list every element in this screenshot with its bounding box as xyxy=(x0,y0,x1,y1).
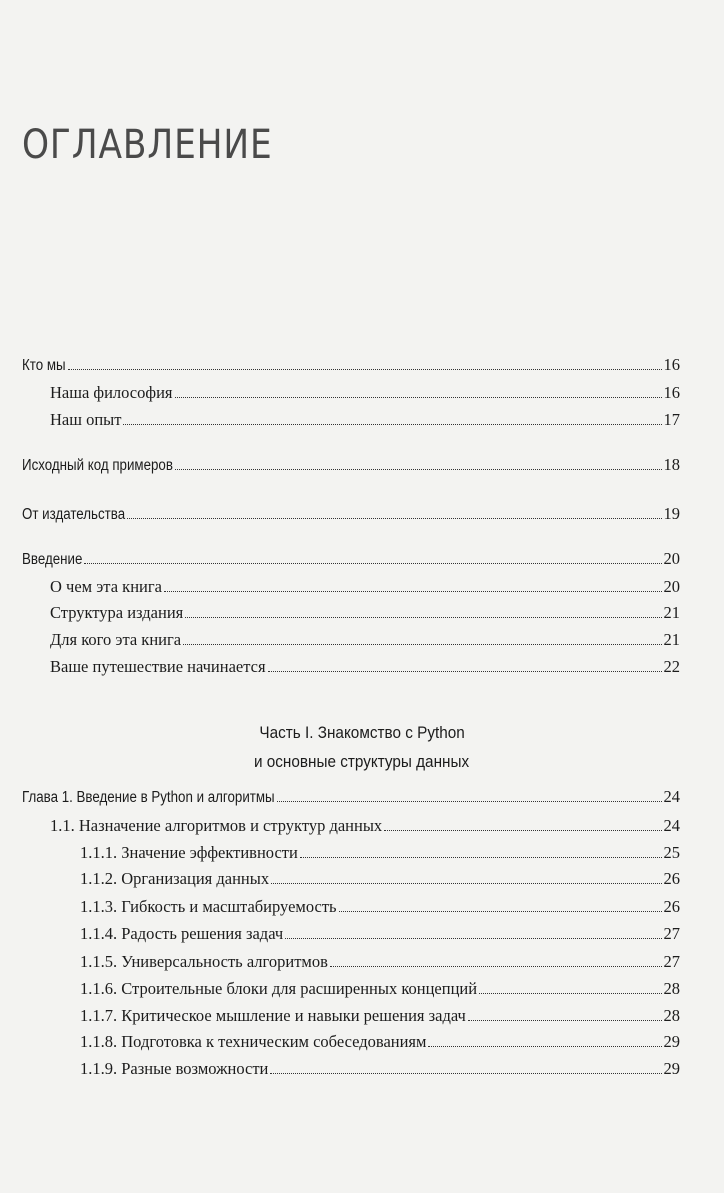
toc-entry-page: 21 xyxy=(663,603,680,622)
toc-leader-dots xyxy=(185,617,661,618)
toc-entry xyxy=(22,785,680,807)
toc-leader-dots xyxy=(270,1073,661,1074)
toc-leader-dots xyxy=(84,563,661,564)
toc-entry-label: 1.1.6. Строительные блоки для расширенных концепций xyxy=(80,979,478,998)
toc-entry-label: 1.1.8. Подготовка к техническим собеседованиям xyxy=(80,1032,427,1051)
toc-entry xyxy=(50,628,680,650)
toc-entry xyxy=(80,1030,680,1052)
toc-entry-label: 1.1.5. Универсальность алгоритмов xyxy=(80,952,328,971)
toc-entry-label: Кто мы xyxy=(22,357,66,374)
toc-entry-label: Введение xyxy=(22,551,83,568)
toc-entry xyxy=(22,453,680,475)
toc-leader-dots xyxy=(468,1020,662,1021)
toc-entry-label: Структура издания xyxy=(50,603,184,622)
toc-entry-label: О чем эта книга xyxy=(50,577,162,596)
toc-entry xyxy=(80,950,680,972)
toc-entry xyxy=(50,655,680,677)
part-heading-line2: и основные структуры данных xyxy=(254,752,470,771)
toc-entry-label: 1.1.4. Радость решения задач xyxy=(80,924,284,943)
toc-entry xyxy=(80,841,680,863)
toc-entry xyxy=(22,353,680,375)
toc-entry xyxy=(50,381,680,403)
toc-entry-label: Ваше путешествие начинается xyxy=(50,657,266,676)
toc-entry-page: 16 xyxy=(663,383,680,402)
toc-leader-dots xyxy=(479,993,661,994)
part-heading xyxy=(0,718,724,776)
toc-entry-page: 27 xyxy=(663,924,680,943)
toc-leader-dots xyxy=(277,801,662,802)
toc-leader-dots xyxy=(300,857,662,858)
toc-entry-label: Наша философия xyxy=(50,383,173,402)
toc-entry-page: 28 xyxy=(663,1006,680,1025)
toc-leader-dots xyxy=(268,671,662,672)
toc-leader-dots xyxy=(68,369,662,370)
toc-leader-dots xyxy=(127,518,661,519)
toc-entry-label: 1.1.1. Значение эффективности xyxy=(80,843,298,862)
toc-entry xyxy=(50,601,680,623)
toc-entry-page: 18 xyxy=(663,455,680,474)
toc-leader-dots xyxy=(271,883,661,884)
toc-entry-label: От издательства xyxy=(22,506,126,523)
toc-entry xyxy=(80,977,680,999)
toc-entry-label: Наш опыт xyxy=(50,410,122,429)
toc-entry-label: Для кого эта книга xyxy=(50,630,182,649)
toc-entry-label: 1.1. Назначение алгоритмов и структур данных xyxy=(50,816,383,835)
toc-entry-page: 16 xyxy=(663,355,680,374)
toc-leader-dots xyxy=(339,911,662,912)
toc-entry-page: 25 xyxy=(663,843,680,862)
toc-entry xyxy=(80,1004,680,1026)
toc-entry-page: 27 xyxy=(663,952,680,971)
toc-entry-page: 26 xyxy=(663,897,680,916)
toc-leader-dots xyxy=(183,644,661,645)
toc-leader-dots xyxy=(175,397,662,398)
toc-leader-dots xyxy=(123,424,661,425)
toc-entry xyxy=(22,502,680,524)
toc-entry xyxy=(50,575,680,597)
toc-entry-page: 24 xyxy=(663,787,680,806)
toc-entry-page: 26 xyxy=(663,869,680,888)
toc-entry-label: 1.1.3. Гибкость и масштабируемость xyxy=(80,897,337,916)
part-heading-line1: Часть I. Знакомство с Python xyxy=(259,723,465,742)
toc-leader-dots xyxy=(164,591,662,592)
toc-entry-page: 22 xyxy=(663,657,680,676)
toc-entry-page: 29 xyxy=(663,1032,680,1051)
toc-entry-page: 24 xyxy=(663,816,680,835)
toc-leader-dots xyxy=(285,938,661,939)
page-title: ОГЛАВЛЕНИЕ xyxy=(22,122,273,168)
toc-entry-label: Исходный код примеров xyxy=(22,457,173,474)
toc-entry-page: 28 xyxy=(663,979,680,998)
toc-entry xyxy=(80,1057,680,1079)
toc-entry xyxy=(50,814,680,836)
toc-leader-dots xyxy=(330,966,662,967)
toc-entry-label: 1.1.7. Критическое мышление и навыки решения задач xyxy=(80,1006,466,1025)
toc-entry-page: 20 xyxy=(663,549,680,568)
toc-leader-dots xyxy=(428,1046,661,1047)
toc-entry-label: 1.1.9. Разные возможности xyxy=(80,1059,269,1078)
toc-leader-dots xyxy=(175,469,662,470)
toc-entry-page: 21 xyxy=(663,630,680,649)
toc-entry-label: Глава 1. Введение в Python и алгоритмы xyxy=(22,789,275,806)
toc-entry-page: 29 xyxy=(663,1059,680,1078)
toc-entry-page: 19 xyxy=(663,504,680,523)
toc-entry-label: 1.1.2. Организация данных xyxy=(80,869,270,888)
toc-entry-page: 20 xyxy=(663,577,680,596)
toc-entry xyxy=(80,922,680,944)
toc-entry-page: 17 xyxy=(663,410,680,429)
toc-entry xyxy=(80,895,680,917)
toc-entry xyxy=(80,867,680,889)
toc-entry xyxy=(50,408,680,430)
toc-leader-dots xyxy=(384,830,661,831)
toc-entry xyxy=(22,547,680,569)
